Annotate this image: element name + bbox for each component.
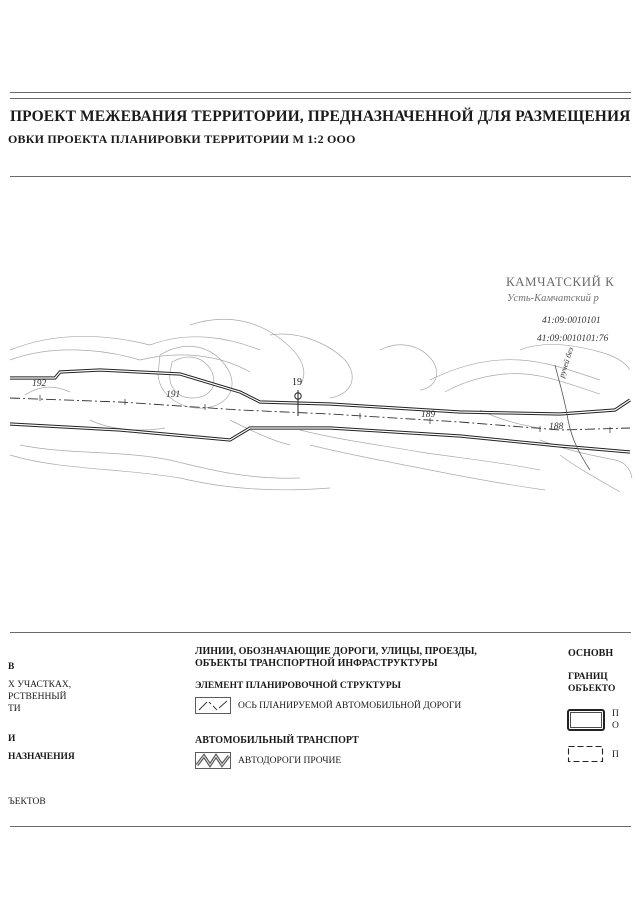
legend-right-item-2: П	[612, 750, 619, 760]
legend-left-line-5: И	[8, 734, 16, 744]
district-label: Усть-Камчатский р	[507, 293, 599, 304]
legend-left-line-6: НАЗНАЧЕНИЯ	[8, 752, 75, 762]
roads-legend-swatch	[195, 752, 231, 769]
legend-right-heading: ОСНОВН	[568, 648, 614, 659]
legend-left-line-4: ТИ	[8, 704, 21, 714]
picket-label: 189	[421, 410, 436, 420]
picket-label: 192	[32, 379, 47, 389]
road-corridor	[10, 370, 630, 452]
region-label: КАМЧАТСКИЙ К	[506, 274, 615, 289]
road-axis-legend-swatch	[195, 697, 231, 714]
legend-roads-heading-1: ЛИНИИ, ОБОЗНАЧАЮЩИЕ ДОРОГИ, УЛИЦЫ, ПРОЕЗДЫ,	[195, 646, 477, 657]
legend-left-line-7: ЪЕКТОВ	[8, 797, 46, 807]
cadastral-label-2: 41:09:0010101:76	[537, 334, 609, 344]
legend-right-item-1a: П	[612, 709, 619, 719]
legend-axis-label: ОСЬ ПЛАНИРУЕМОЙ АВТОМОБИЛЬНОЙ ДОРОГИ	[238, 701, 462, 711]
legend-left-line-1: В	[8, 662, 15, 672]
legend-top-rule	[10, 632, 631, 633]
picket-label: 188	[549, 422, 564, 432]
boundary-legend-swatch-dashed	[567, 745, 607, 765]
contour-lines	[10, 319, 632, 492]
legend-roads-label: АВТОДОРОГИ ПРОЧИЕ	[238, 756, 342, 766]
legend-planning-element: ЭЛЕМЕНТ ПЛАНИРОВОЧНОЙ СТРУКТУРЫ	[195, 681, 401, 691]
legend-right-item-1b: О	[612, 721, 619, 731]
legend-bottom-rule	[10, 826, 631, 827]
legend-transport-heading: АВТОМОБИЛЬНЫЙ ТРАНСПОРТ	[195, 735, 359, 746]
boundary-legend-swatch-solid	[567, 709, 607, 733]
picket-label: 191	[166, 390, 181, 400]
legend-left-line-3: РСТВЕННЫЙ	[8, 692, 67, 702]
legend-right-sub-2: ОБЪЕКТО	[568, 684, 616, 694]
legend-roads-heading-2: ОБЪЕКТЫ ТРАНСПОРТНОЙ ИНФРАСТРУКТУРЫ	[195, 658, 438, 669]
stream-label: ручей без	[557, 346, 576, 379]
legend-right-sub-1: ГРАНИЦ	[568, 672, 608, 682]
legend-left-line-2: Х УЧАСТКАХ,	[8, 680, 72, 690]
cadastral-label-1: 41:09:0010101	[542, 316, 601, 326]
point-label: 19	[292, 377, 302, 388]
title-line-2: ОВКИ ПРОЕКТА ПЛАНИРОВКИ ТЕРРИТОРИИ М 1:2 ООО	[8, 132, 356, 146]
title-line-1: ПРОЕКТ МЕЖЕВАНИЯ ТЕРРИТОРИИ, ПРЕДНАЗНАЧЕННОЙ ДЛЯ РАЗМЕЩЕНИЯ	[10, 108, 631, 125]
